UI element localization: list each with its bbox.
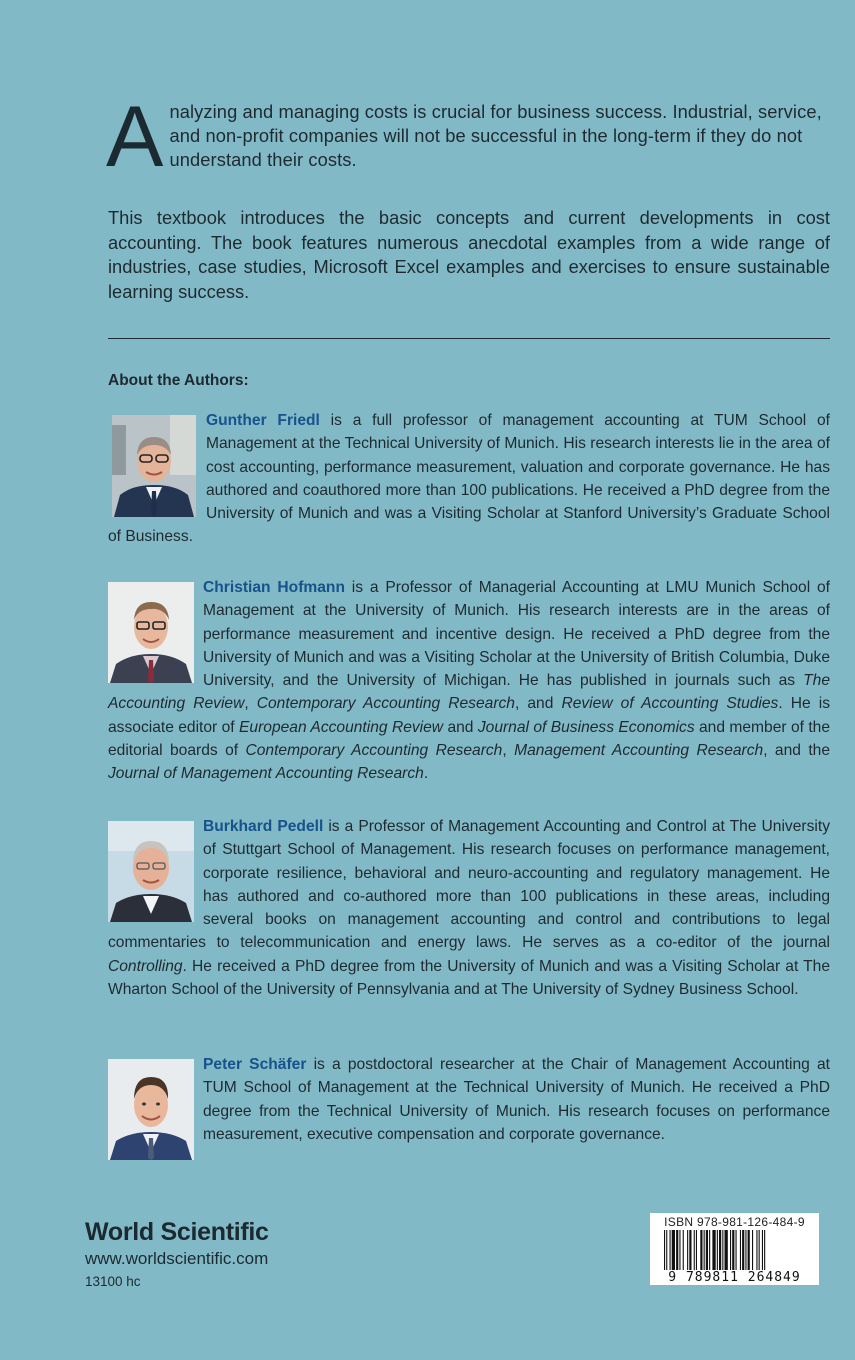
journal-title: Review of Accounting Studies xyxy=(561,695,779,713)
drop-cap: A xyxy=(106,89,164,185)
barcode-bar xyxy=(689,1230,691,1270)
barcode-bar xyxy=(679,1230,680,1270)
barcode-bar xyxy=(664,1230,665,1270)
author-photo-hofmann xyxy=(108,582,194,683)
barcode-bar xyxy=(736,1230,737,1270)
barcode-bar xyxy=(740,1230,741,1270)
blurb-paragraph-1-text: nalyzing and managing costs is crucial for business success. Industrial, service, and non-profit companies will not be successful in the long-term if they do not understand their costs. xyxy=(169,101,822,170)
barcode-bar xyxy=(717,1230,718,1270)
journal-title: European Accounting Review xyxy=(239,718,444,736)
journal-title: The Accounting Review xyxy=(108,672,830,713)
author-photo-friedl xyxy=(112,415,196,517)
barcode-bar xyxy=(759,1230,760,1270)
barcode-bar xyxy=(687,1230,688,1270)
barcode-bar xyxy=(666,1230,667,1270)
product-code: 13100 hc xyxy=(85,1274,141,1289)
barcode-bar xyxy=(700,1230,702,1270)
barcode-bar xyxy=(745,1230,746,1270)
isbn-label: ISBN 978-981-126-484-9 xyxy=(664,1215,805,1229)
author-photo-schaefer xyxy=(108,1059,194,1160)
barcode-bar xyxy=(722,1230,723,1270)
barcode-bar xyxy=(709,1230,710,1270)
author-burkhard-pedell: Burkhard Pedell is a Professor of Management Accounting and Control at The University of Stuttgart School of Management. His research focuses on performance management, corporate resilience, behavioral and neuro-accounting and regulatory management. He has authored and co-authored more than 100 publications in these areas, including several books on management accounting and control and contributions to legal commentaries to telecommunication and energy laws. He serves as a co-editor of the journal Controlling. He received a PhD degree from the University of Munich and was a Visiting Scholar at The Wharton School of the University of Pennsylvania and at The University of Sydney Business School. xyxy=(108,818,830,999)
divider xyxy=(108,338,830,339)
blurb-paragraph-1 xyxy=(106,89,830,185)
barcode-bar xyxy=(712,1230,715,1270)
author-christian-hofmann: Christian Hofmann is a Professor of Managerial Accounting at LMU Munich School of Management at the University of Munich. His research interests are in the areas of performance measurement and incentive design. He received a PhD degree from the University of Munich and was a Visiting Scholar at the University of British Columbia, Duke University, and the University of Michigan. He has published in journals such as The Accounting Review, Contemporary Accounting Research, and Review of Accounting Studies. He is associate editor of European Accounting Review and Journal of Business Economics and member of the editorial boards of Contemporary Accounting Research, Management Accounting Research, and the Journal of Management Accounting Research. xyxy=(108,579,831,783)
barcode-bar xyxy=(704,1230,705,1270)
publisher-url: www.worldscientific.com xyxy=(85,1249,269,1268)
author-gunther-friedl xyxy=(108,409,830,549)
blurb-paragraph-2: This textbook introduces the basic concepts and current developments in cost accounting. The book features numerous anecdotal examples from a wide range of industries, case studies, Microsoft Excel examples and exercises to ensure sustainable learning success. xyxy=(108,207,830,302)
publisher-block xyxy=(85,1218,269,1289)
author-photo-pedell xyxy=(108,821,194,922)
publisher-name: World Scientific xyxy=(85,1218,269,1246)
barcode-bar xyxy=(752,1230,753,1270)
barcode-bar xyxy=(764,1230,765,1270)
barcode-digits: 9 789811 264849 xyxy=(668,1270,801,1285)
journal-title: Management Accounting Research xyxy=(514,742,764,760)
about-authors-heading: About the Authors: xyxy=(108,372,249,389)
author-bio: is a full professor of management accounting at TUM School of Management at the Technical University of Munich. His research interests lie in the area of cost accounting, performance measurement, valuation and corporate governance. He has authored and coauthored more than 100 publications. He received a PhD degree from the University of Munich and was a Visiting Scholar at Stanford University’s Graduate School of Business. xyxy=(108,412,830,546)
barcode-bars xyxy=(664,1230,805,1270)
barcode-bar xyxy=(756,1230,757,1270)
barcode-bar xyxy=(732,1230,734,1270)
barcode-bar xyxy=(742,1230,744,1270)
isbn-barcode xyxy=(650,1213,819,1285)
author-peter-schaefer xyxy=(108,1053,830,1164)
journal-title: Journal of Business Economics xyxy=(477,718,695,736)
barcode-bar xyxy=(694,1230,695,1270)
author-name: Christian Hofmann xyxy=(203,579,345,596)
barcode-bar xyxy=(670,1230,671,1270)
barcode-bar xyxy=(762,1230,763,1270)
barcode-bar xyxy=(683,1230,684,1270)
barcode-bar xyxy=(719,1230,721,1270)
author-name: Peter Schäfer xyxy=(203,1056,307,1073)
barcode-bar xyxy=(748,1230,750,1270)
journal-title: Journal of Management Accounting Research xyxy=(108,765,424,783)
journal-title: Contemporary Accounting Research xyxy=(245,742,503,760)
barcode-bar xyxy=(725,1230,728,1270)
author-name: Burkhard Pedell xyxy=(203,818,324,835)
journal-title: Contemporary Accounting Research xyxy=(256,695,515,713)
barcode-bar xyxy=(676,1230,678,1270)
barcode-bar xyxy=(696,1230,697,1270)
author-name: Gunther Friedl xyxy=(206,412,320,429)
author-bio: is a postdoctoral researcher at the Chair of Management Accounting at TUM School of Management at the Technical University of Munich. He received a PhD degree from the Technical University of Munich. His research focuses on performance measurement, executive compensation and corporate governance. xyxy=(203,1056,830,1143)
barcode-bar xyxy=(706,1230,708,1270)
journal-title: Controlling xyxy=(108,957,183,975)
barcode-bar xyxy=(672,1230,675,1270)
barcode-bar xyxy=(730,1230,731,1270)
